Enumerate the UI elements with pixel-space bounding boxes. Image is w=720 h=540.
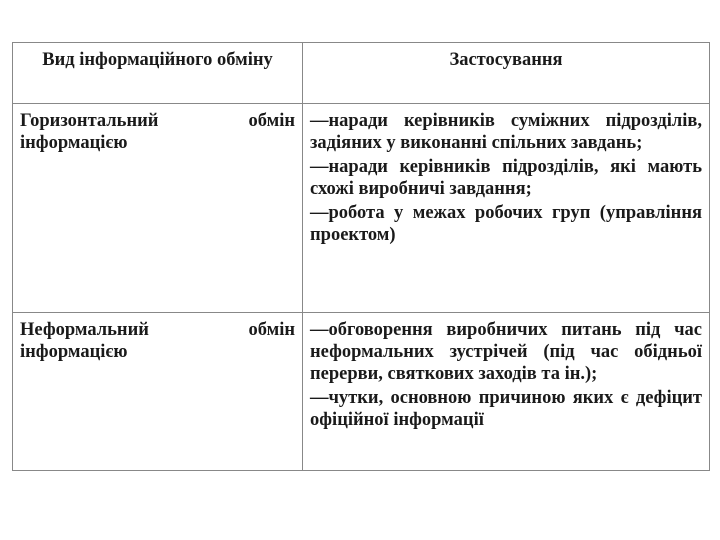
application-item: —наради керівників суміжних підрозділів, задіяних у виконанні спільних завдань;	[310, 111, 702, 153]
table-row	[13, 104, 710, 313]
exchange-type-cell	[13, 313, 303, 471]
exchange-type-cell	[13, 104, 303, 313]
header-application: Застосування	[303, 43, 710, 104]
application-cell	[303, 104, 710, 313]
exchange-type-label: Горизонтальний обмін інформацією	[20, 111, 295, 153]
application-item: —обговорення виробничих питань під час неформальних зустрічей (під час обідньої перерви, святкових заходів та ін.);	[310, 320, 702, 384]
exchange-type-label: Неформальний обмін інформацією	[20, 320, 295, 362]
application-item: —робота у межах робочих груп (управління проектом)	[310, 203, 702, 245]
application-item: —чутки, основною причиною яких є дефіцит офіційної інформації	[310, 388, 702, 430]
table-row	[13, 313, 710, 471]
information-exchange-table	[12, 42, 710, 471]
table-header-row	[13, 43, 710, 104]
application-cell	[303, 313, 710, 471]
application-item: —наради керівників підрозділів, які мають схожі виробничі завдання;	[310, 157, 702, 199]
header-exchange-type: Вид інформаційного обміну	[13, 43, 303, 104]
